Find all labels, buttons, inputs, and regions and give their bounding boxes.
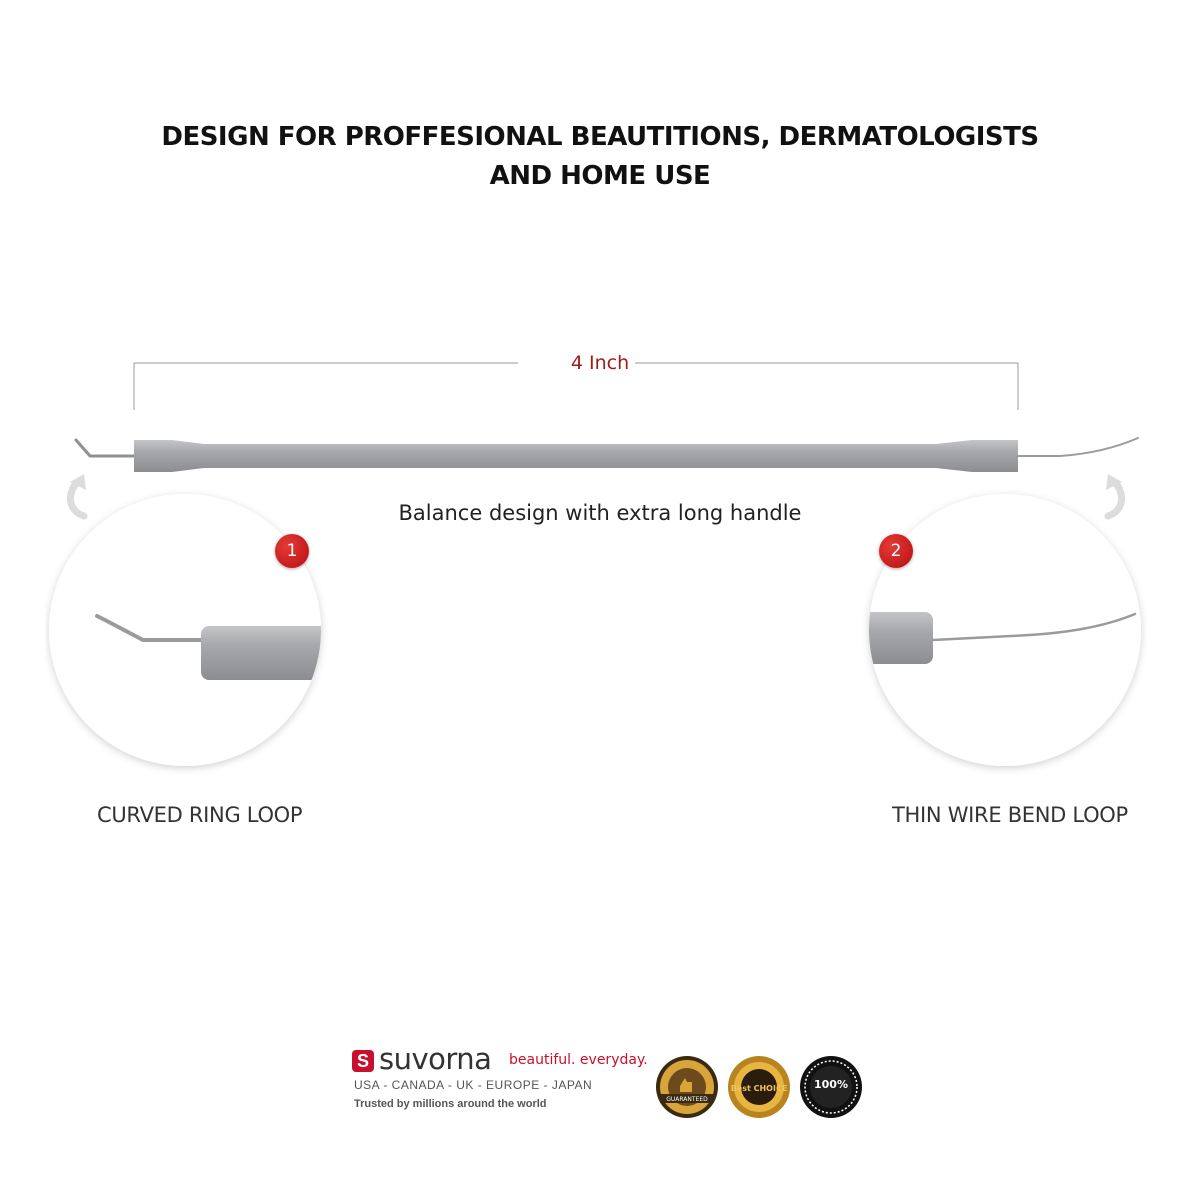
tool-image [0,420,1200,480]
headline-line-2: AND HOME USE [489,161,711,191]
zoom-circle-thin-wire-bend-loop [861,488,1161,788]
headline-line-1: DESIGN FOR PROFFESIONAL BEAUTITIONS, DERMATOLOGISTS [161,122,1039,152]
dimension-label: 4 Inch [570,352,630,374]
money-back-seal-text: 100% [814,1078,848,1091]
best-choice-seal-icon [726,1054,792,1120]
detail-1-label: CURVED RING LOOP [97,803,303,827]
handle-caption: Balance design with extra long handle [398,501,802,525]
money-back-seal-icon [798,1054,864,1120]
best-offer-seal-text: GUARANTEED [666,1096,708,1103]
brand-logo-icon [352,1050,374,1072]
brand-trust-line: Trusted by millions around the world [354,1098,547,1110]
brand-name: suvorna [379,1042,492,1076]
best-offer-seal-icon [654,1054,720,1120]
brand-regions: USA - CANADA - UK - EUROPE - JAPAN [354,1078,593,1092]
brand-tagline: beautiful. everyday. [509,1052,648,1068]
detail-1-badge: 1 [275,534,309,568]
headline [0,118,1200,196]
detail-2-badge: 2 [879,534,913,568]
best-choice-seal-text: Best CHOICE [730,1084,788,1093]
brand-logo-letter: S [356,1051,369,1071]
brand-footer [352,1042,872,1120]
detail-2-label: THIN WIRE BEND LOOP [892,803,1128,827]
zoom-circle-curved-ring-loop [45,488,345,788]
